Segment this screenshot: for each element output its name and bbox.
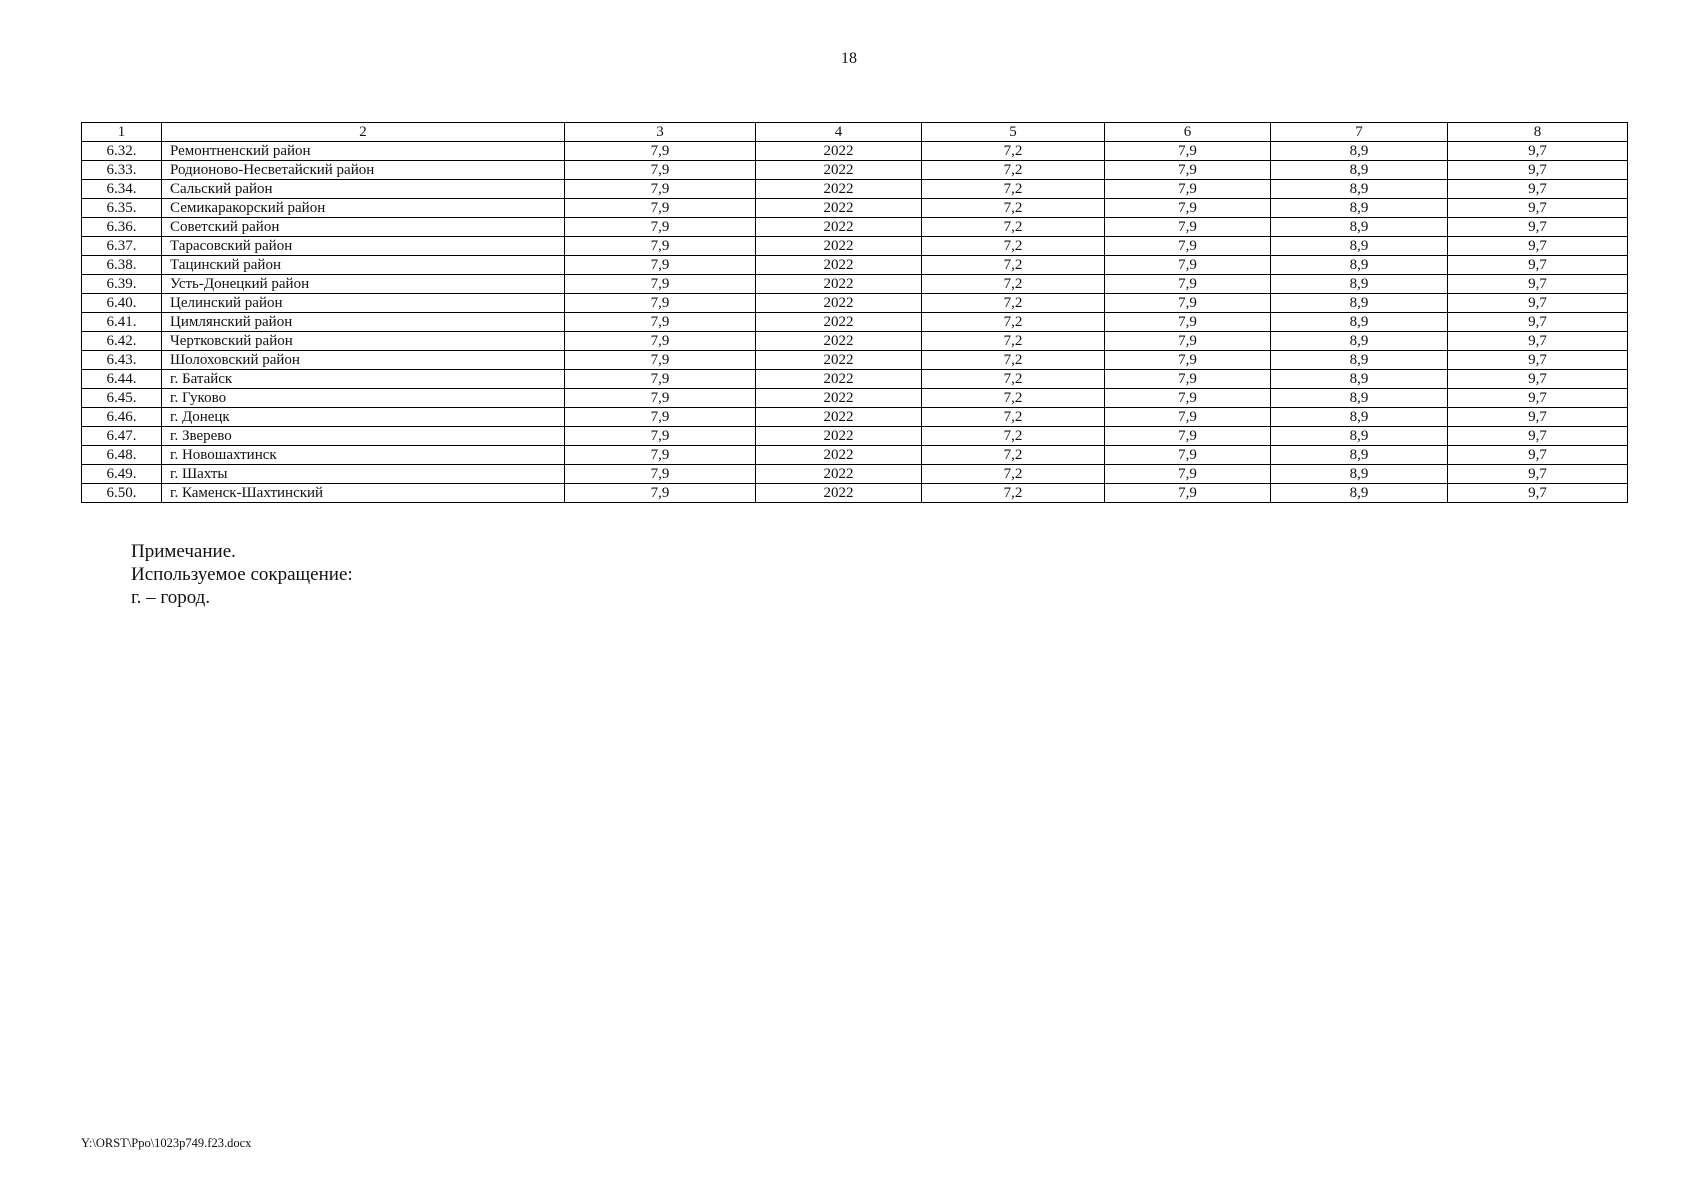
value-col6-cell: 7,9 (1105, 161, 1271, 180)
row-number-cell: 6.40. (82, 294, 162, 313)
table-row (82, 370, 1628, 389)
value-col6-cell: 7,9 (1105, 256, 1271, 275)
year-col4-cell: 2022 (756, 218, 922, 237)
column-header: 5 (922, 123, 1105, 142)
value-col6-cell: 7,9 (1105, 332, 1271, 351)
district-name-cell: Родионово-Несветайский район (162, 161, 565, 180)
value-col7-cell: 8,9 (1271, 370, 1448, 389)
value-col5-cell: 7,2 (922, 313, 1105, 332)
table-row (82, 275, 1628, 294)
year-col4-cell: 2022 (756, 389, 922, 408)
value-col3-cell: 7,9 (565, 465, 756, 484)
column-header: 8 (1448, 123, 1628, 142)
column-header: 6 (1105, 123, 1271, 142)
district-name-cell: Усть-Донецкий район (162, 275, 565, 294)
table-row (82, 199, 1628, 218)
value-col3-cell: 7,9 (565, 484, 756, 503)
district-name-cell: Шолоховский район (162, 351, 565, 370)
year-col4-cell: 2022 (756, 294, 922, 313)
row-number-cell: 6.36. (82, 218, 162, 237)
district-name-cell: Семикаракорский район (162, 199, 565, 218)
value-col6-cell: 7,9 (1105, 275, 1271, 294)
value-col7-cell: 8,9 (1271, 294, 1448, 313)
row-number-cell: 6.44. (82, 370, 162, 389)
value-col3-cell: 7,9 (565, 427, 756, 446)
value-col3-cell: 7,9 (565, 275, 756, 294)
value-col8-cell: 9,7 (1448, 218, 1628, 237)
value-col8-cell: 9,7 (1448, 370, 1628, 389)
table-row (82, 484, 1628, 503)
value-col7-cell: 8,9 (1271, 484, 1448, 503)
value-col3-cell: 7,9 (565, 370, 756, 389)
value-col8-cell: 9,7 (1448, 465, 1628, 484)
value-col7-cell: 8,9 (1271, 142, 1448, 161)
value-col3-cell: 7,9 (565, 408, 756, 427)
row-number-cell: 6.43. (82, 351, 162, 370)
value-col7-cell: 8,9 (1271, 389, 1448, 408)
value-col5-cell: 7,2 (922, 351, 1105, 370)
row-number-cell: 6.46. (82, 408, 162, 427)
year-col4-cell: 2022 (756, 199, 922, 218)
value-col8-cell: 9,7 (1448, 237, 1628, 256)
table-row (82, 237, 1628, 256)
value-col3-cell: 7,9 (565, 389, 756, 408)
table-row (82, 142, 1628, 161)
value-col5-cell: 7,2 (922, 237, 1105, 256)
value-col7-cell: 8,9 (1271, 275, 1448, 294)
value-col6-cell: 7,9 (1105, 446, 1271, 465)
table-row (82, 446, 1628, 465)
value-col3-cell: 7,9 (565, 294, 756, 313)
value-col7-cell: 8,9 (1271, 218, 1448, 237)
district-name-cell: Тацинский район (162, 256, 565, 275)
row-number-cell: 6.34. (82, 180, 162, 199)
year-col4-cell: 2022 (756, 465, 922, 484)
column-header: 1 (82, 123, 162, 142)
district-name-cell: Целинский район (162, 294, 565, 313)
footer-file-path: Y:\ORST\Ppo\1023p749.f23.docx (81, 1136, 252, 1150)
table-row (82, 256, 1628, 275)
year-col4-cell: 2022 (756, 142, 922, 161)
year-col4-cell: 2022 (756, 313, 922, 332)
value-col6-cell: 7,9 (1105, 199, 1271, 218)
value-col8-cell: 9,7 (1448, 446, 1628, 465)
value-col8-cell: 9,7 (1448, 161, 1628, 180)
value-col3-cell: 7,9 (565, 313, 756, 332)
value-col5-cell: 7,2 (922, 161, 1105, 180)
district-name-cell: Чертковский район (162, 332, 565, 351)
value-col7-cell: 8,9 (1271, 408, 1448, 427)
table-row (82, 313, 1628, 332)
data-table (81, 122, 1628, 503)
year-col4-cell: 2022 (756, 256, 922, 275)
row-number-cell: 6.42. (82, 332, 162, 351)
value-col6-cell: 7,9 (1105, 237, 1271, 256)
value-col5-cell: 7,2 (922, 180, 1105, 199)
value-col3-cell: 7,9 (565, 218, 756, 237)
table-row (82, 351, 1628, 370)
row-number-cell: 6.48. (82, 446, 162, 465)
column-header: 2 (162, 123, 565, 142)
column-header: 7 (1271, 123, 1448, 142)
district-name-cell: Тарасовский район (162, 237, 565, 256)
value-col6-cell: 7,9 (1105, 180, 1271, 199)
value-col5-cell: 7,2 (922, 275, 1105, 294)
value-col6-cell: 7,9 (1105, 351, 1271, 370)
value-col3-cell: 7,9 (565, 237, 756, 256)
year-col4-cell: 2022 (756, 332, 922, 351)
note-line: г. – город. (131, 587, 211, 608)
value-col8-cell: 9,7 (1448, 351, 1628, 370)
district-name-cell: г. Новошахтинск (162, 446, 565, 465)
value-col7-cell: 8,9 (1271, 351, 1448, 370)
district-name-cell: г. Батайск (162, 370, 565, 389)
table-body (82, 142, 1628, 503)
value-col7-cell: 8,9 (1271, 332, 1448, 351)
page-number: 18 (841, 50, 857, 67)
year-col4-cell: 2022 (756, 484, 922, 503)
value-col5-cell: 7,2 (922, 484, 1105, 503)
value-col7-cell: 8,9 (1271, 446, 1448, 465)
value-col6-cell: 7,9 (1105, 218, 1271, 237)
value-col8-cell: 9,7 (1448, 313, 1628, 332)
value-col6-cell: 7,9 (1105, 142, 1271, 161)
value-col8-cell: 9,7 (1448, 484, 1628, 503)
table-row (82, 389, 1628, 408)
district-name-cell: г. Зверево (162, 427, 565, 446)
row-number-cell: 6.39. (82, 275, 162, 294)
year-col4-cell: 2022 (756, 351, 922, 370)
district-name-cell: г. Донецк (162, 408, 565, 427)
district-name-cell: Советский район (162, 218, 565, 237)
table-row (82, 294, 1628, 313)
table-row (82, 332, 1628, 351)
value-col8-cell: 9,7 (1448, 142, 1628, 161)
value-col7-cell: 8,9 (1271, 256, 1448, 275)
value-col5-cell: 7,2 (922, 294, 1105, 313)
value-col7-cell: 8,9 (1271, 199, 1448, 218)
year-col4-cell: 2022 (756, 427, 922, 446)
value-col5-cell: 7,2 (922, 408, 1105, 427)
district-name-cell: г. Гуково (162, 389, 565, 408)
district-name-cell: Цимлянский район (162, 313, 565, 332)
value-col3-cell: 7,9 (565, 351, 756, 370)
value-col6-cell: 7,9 (1105, 408, 1271, 427)
table-row (82, 427, 1628, 446)
value-col5-cell: 7,2 (922, 446, 1105, 465)
value-col6-cell: 7,9 (1105, 465, 1271, 484)
value-col7-cell: 8,9 (1271, 427, 1448, 446)
value-col8-cell: 9,7 (1448, 199, 1628, 218)
value-col3-cell: 7,9 (565, 161, 756, 180)
year-col4-cell: 2022 (756, 180, 922, 199)
column-header: 4 (756, 123, 922, 142)
year-col4-cell: 2022 (756, 237, 922, 256)
value-col5-cell: 7,2 (922, 389, 1105, 408)
column-header: 3 (565, 123, 756, 142)
note-block (131, 540, 353, 609)
value-col3-cell: 7,9 (565, 199, 756, 218)
value-col8-cell: 9,7 (1448, 256, 1628, 275)
row-number-cell: 6.38. (82, 256, 162, 275)
district-name-cell: Ремонтненский район (162, 142, 565, 161)
table-row (82, 180, 1628, 199)
table-row (82, 465, 1628, 484)
value-col6-cell: 7,9 (1105, 389, 1271, 408)
value-col7-cell: 8,9 (1271, 237, 1448, 256)
value-col5-cell: 7,2 (922, 427, 1105, 446)
value-col5-cell: 7,2 (922, 199, 1105, 218)
value-col3-cell: 7,9 (565, 332, 756, 351)
value-col8-cell: 9,7 (1448, 180, 1628, 199)
value-col8-cell: 9,7 (1448, 275, 1628, 294)
value-col5-cell: 7,2 (922, 332, 1105, 351)
year-col4-cell: 2022 (756, 275, 922, 294)
value-col3-cell: 7,9 (565, 180, 756, 199)
year-col4-cell: 2022 (756, 161, 922, 180)
value-col6-cell: 7,9 (1105, 484, 1271, 503)
value-col7-cell: 8,9 (1271, 161, 1448, 180)
value-col6-cell: 7,9 (1105, 427, 1271, 446)
district-name-cell: г. Шахты (162, 465, 565, 484)
value-col6-cell: 7,9 (1105, 294, 1271, 313)
table-row (82, 161, 1628, 180)
value-col5-cell: 7,2 (922, 256, 1105, 275)
year-col4-cell: 2022 (756, 408, 922, 427)
value-col7-cell: 8,9 (1271, 465, 1448, 484)
value-col5-cell: 7,2 (922, 218, 1105, 237)
year-col4-cell: 2022 (756, 370, 922, 389)
value-col3-cell: 7,9 (565, 142, 756, 161)
value-col5-cell: 7,2 (922, 465, 1105, 484)
value-col3-cell: 7,9 (565, 446, 756, 465)
value-col8-cell: 9,7 (1448, 294, 1628, 313)
table-header-row (82, 123, 1628, 142)
district-name-cell: г. Каменск-Шахтинский (162, 484, 565, 503)
table-row (82, 218, 1628, 237)
note-title: Примечание. (131, 541, 236, 562)
row-number-cell: 6.45. (82, 389, 162, 408)
row-number-cell: 6.49. (82, 465, 162, 484)
note-line: Используемое сокращение: (131, 564, 353, 585)
year-col4-cell: 2022 (756, 446, 922, 465)
value-col5-cell: 7,2 (922, 370, 1105, 389)
value-col8-cell: 9,7 (1448, 389, 1628, 408)
table-row (82, 408, 1628, 427)
value-col7-cell: 8,9 (1271, 180, 1448, 199)
value-col7-cell: 8,9 (1271, 313, 1448, 332)
row-number-cell: 6.41. (82, 313, 162, 332)
value-col8-cell: 9,7 (1448, 408, 1628, 427)
value-col5-cell: 7,2 (922, 142, 1105, 161)
value-col3-cell: 7,9 (565, 256, 756, 275)
row-number-cell: 6.32. (82, 142, 162, 161)
district-name-cell: Сальский район (162, 180, 565, 199)
value-col8-cell: 9,7 (1448, 332, 1628, 351)
row-number-cell: 6.33. (82, 161, 162, 180)
value-col8-cell: 9,7 (1448, 427, 1628, 446)
row-number-cell: 6.37. (82, 237, 162, 256)
row-number-cell: 6.35. (82, 199, 162, 218)
value-col6-cell: 7,9 (1105, 370, 1271, 389)
value-col6-cell: 7,9 (1105, 313, 1271, 332)
row-number-cell: 6.47. (82, 427, 162, 446)
row-number-cell: 6.50. (82, 484, 162, 503)
